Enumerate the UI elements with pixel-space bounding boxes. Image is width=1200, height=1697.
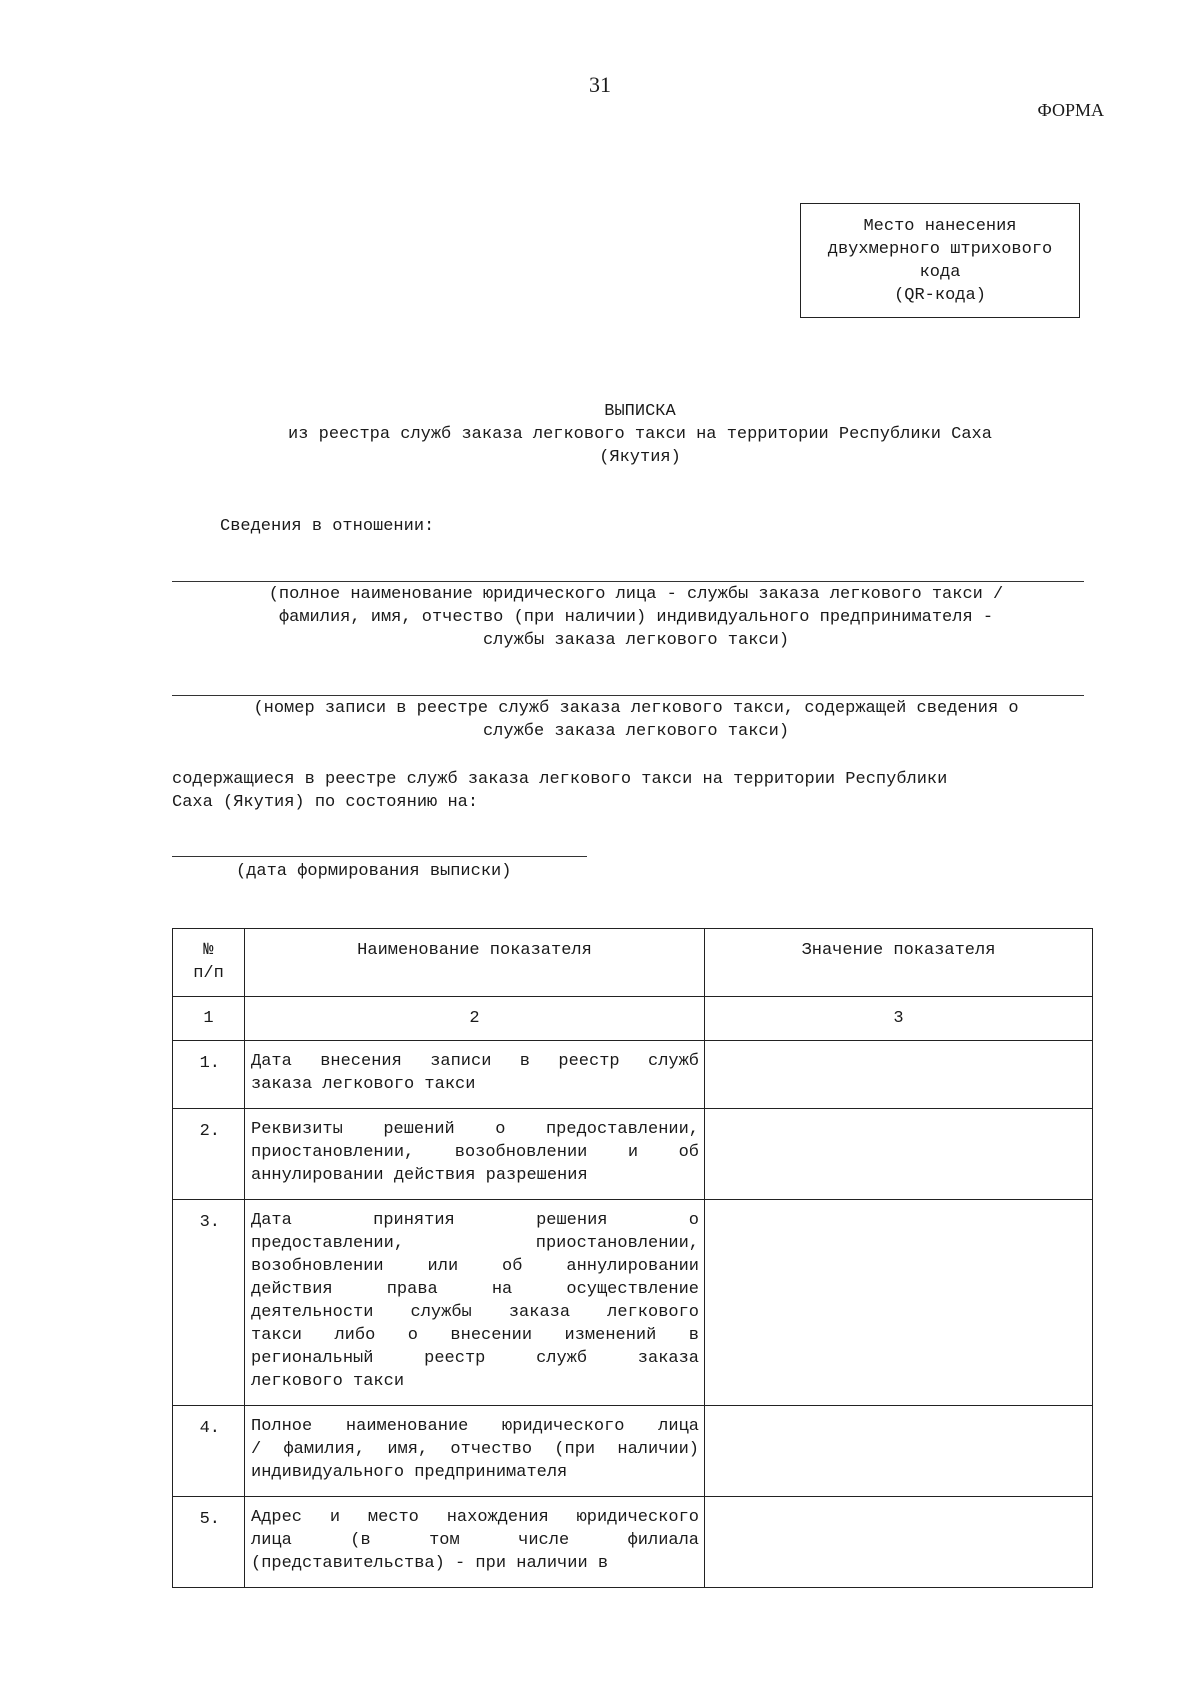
table-row [173,1497,1093,1588]
cell-line: региональный реестр служб заказа [251,1349,699,1368]
cell-line: лица (в том числе филиала [251,1531,699,1550]
info-label: Сведения в отношении: [220,517,435,536]
table-row [173,1041,1093,1109]
cell-line: аннулировании действия разрешения [251,1166,588,1185]
row-indicator-name [245,1497,705,1588]
page-number: 31 [589,72,611,97]
header-indicator-value: Значение показателя [705,929,1093,997]
row-number: 5. [173,1497,245,1588]
title-line: (Якутия) [599,448,681,467]
column-number: 2 [245,997,705,1041]
cell-line: действия права на осуществление [251,1280,699,1299]
title-line: из реестра служб заказа легкового такси на территории Республики Саха [288,425,992,444]
cell-line: (представительства) - при наличии в [251,1554,609,1573]
cell-line: такси либо о внесении изменений в [251,1326,699,1345]
row-indicator-name [245,1200,705,1406]
row-value-cell[interactable] [705,1200,1093,1406]
header-indicator-name: Наименование показателя [245,929,705,997]
cell-line: Полное наименование юридического лица [251,1417,699,1436]
cell-line: легкового такси [251,1372,405,1391]
cell-line: Дата принятия решения о [251,1211,699,1230]
table-row [173,1109,1093,1200]
contained-text [172,768,1107,814]
row-value-cell[interactable] [705,1109,1093,1200]
qr-code-placeholder [800,203,1080,318]
row-indicator-name [245,1406,705,1497]
document-title [200,400,1080,469]
cell-line: деятельности службы заказа легкового [251,1303,699,1322]
header-number [173,929,245,997]
header-number-sign: № [203,941,214,960]
table-row [173,1406,1093,1497]
column-number-row [173,997,1093,1041]
row-indicator-name [245,1109,705,1200]
cell-line: приостановлении, возобновлении и об [251,1143,699,1162]
row-number: 1. [173,1041,245,1109]
cell-line: заказа легкового такси [251,1075,476,1094]
contained-line: Саха (Якутия) по состоянию на: [172,793,479,812]
contained-line: содержащиеся в реестре служб заказа легкового такси на территории Республики [172,770,948,789]
caption-line: службы заказа легкового такси) [482,631,790,650]
qr-box-line: (QR-кода) [894,285,986,305]
name-field-caption [172,583,1100,652]
table-header-row [173,929,1093,997]
name-fill-line[interactable] [172,581,1084,582]
cell-line: Реквизиты решений о предоставлении, [251,1120,699,1139]
date-fill-line[interactable] [172,856,587,857]
record-field-caption [172,697,1100,743]
caption-line: службе заказа легкового такси) [482,722,790,741]
table-row [173,1200,1093,1406]
cell-line: Дата внесения записи в реестр служб [251,1052,699,1071]
row-value-cell[interactable] [705,1406,1093,1497]
row-number: 4. [173,1406,245,1497]
title-line: ВЫПИСКА [604,402,676,421]
row-value-cell[interactable] [705,1497,1093,1588]
row-number: 2. [173,1109,245,1200]
row-value-cell[interactable] [705,1041,1093,1109]
column-number: 1 [173,997,245,1041]
form-label: ФОРМА [1037,100,1104,120]
column-number: 3 [705,997,1093,1041]
caption-line: фамилия, имя, отчество (при наличии) индивидуального предпринимателя - [278,608,994,627]
record-number-fill-line[interactable] [172,695,1084,696]
cell-line: Адрес и место нахождения юридического [251,1508,699,1527]
qr-box-line: кода [919,262,961,282]
cell-line: / фамилия, имя, отчество (при наличии) [251,1440,699,1459]
date-field-caption: (дата формирования выписки) [236,862,512,881]
indicators-table [172,928,1093,1588]
cell-line: возобновлении или об аннулировании [251,1257,699,1276]
header-number-abbr: п/п [193,964,224,983]
cell-line: индивидуального предпринимателя [251,1463,568,1482]
cell-line: предоставлении, приостановлении, [251,1234,699,1253]
qr-box-line: двухмерного штрихового [827,239,1053,259]
caption-line: (полное наименование юридического лица - службы заказа легкового такси / [268,585,1004,604]
row-number: 3. [173,1200,245,1406]
qr-box-line: Место нанесения [863,216,1017,236]
caption-line: (номер записи в реестре служб заказа легкового такси, содержащей сведения о [253,699,1019,718]
row-indicator-name [245,1041,705,1109]
